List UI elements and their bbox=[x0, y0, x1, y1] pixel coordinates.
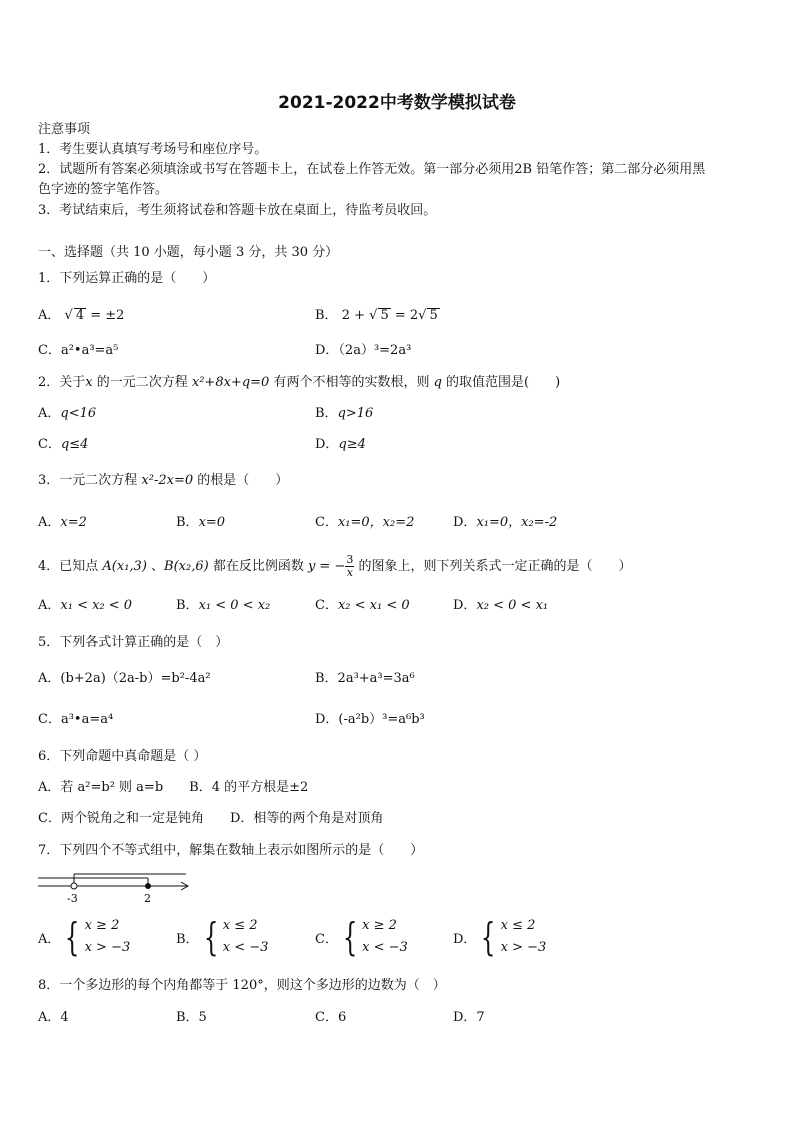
closed-point-icon bbox=[145, 883, 151, 889]
option-label: C． bbox=[315, 515, 338, 530]
stem-text: 的取值范围是( ) bbox=[446, 375, 561, 390]
inequality: x < −3 bbox=[222, 940, 269, 955]
question-4-stem bbox=[38, 554, 632, 579]
q5-option-b: B．2a³+a³=3a⁶ bbox=[315, 671, 415, 686]
notice-item-1: 1．考生要认真填写考场号和座位序号。 bbox=[38, 142, 268, 157]
brace-icon: { bbox=[481, 915, 496, 959]
option-label: B． bbox=[315, 406, 338, 421]
brace-icon: { bbox=[342, 915, 358, 959]
option-label: A． bbox=[38, 598, 61, 613]
radicand: 4 bbox=[75, 308, 85, 323]
sqrt-symbol: √ bbox=[418, 308, 427, 323]
notice-item-2-cont: 色字迹的签字笔作答。 bbox=[38, 182, 169, 197]
option-label: A． bbox=[38, 308, 61, 323]
question-1-stem: 1．下列运算正确的是（ ） bbox=[38, 271, 216, 286]
option-expression: q≥4 bbox=[338, 437, 366, 452]
q5-option-a: A．(b+2a)（2a-b）=b²-4a² bbox=[38, 671, 211, 686]
axis-label-left: -3 bbox=[67, 892, 78, 905]
equation: x²-2x=0 bbox=[141, 473, 194, 488]
function-lhs: y = − bbox=[307, 559, 346, 574]
brace-icon: { bbox=[203, 915, 218, 959]
question-8-stem: 8．一个多边形的每个内角都等于 120°，则这个多边形的边数为（ ） bbox=[38, 978, 446, 993]
axis-label-right: 2 bbox=[144, 892, 151, 905]
stem-text: 4．已知点 bbox=[38, 559, 103, 574]
option-label: A． bbox=[38, 931, 61, 947]
stem-text: 2．关于 bbox=[38, 375, 86, 390]
option-label: C． bbox=[38, 437, 61, 452]
option-expression: x=0 bbox=[198, 515, 226, 530]
section-heading: 一、选择题（共 10 小题，每小题 3 分，共 30 分） bbox=[38, 245, 339, 260]
option-label: D． bbox=[453, 515, 477, 530]
sqrt-symbol: √ bbox=[369, 308, 378, 323]
q8-option-b: B．5 bbox=[176, 1010, 207, 1025]
brace-icon: { bbox=[65, 915, 80, 959]
q4-option-d bbox=[453, 597, 548, 615]
option-expression: x₁=0，x₂=2 bbox=[337, 515, 415, 530]
q8-option-d: D．7 bbox=[453, 1010, 485, 1025]
option-expression: x₁=0，x₂=-2 bbox=[476, 515, 558, 530]
fraction bbox=[345, 554, 354, 579]
option-label: D． bbox=[453, 931, 477, 947]
stem-text: 的一元二次方程 bbox=[92, 375, 192, 390]
sqrt-symbol: √ bbox=[64, 308, 73, 323]
open-point-icon bbox=[71, 883, 77, 889]
option-expression: = ±2 bbox=[86, 308, 125, 323]
inequality: x > −3 bbox=[84, 940, 131, 955]
option-expression: x₁ < x₂ < 0 bbox=[60, 598, 133, 613]
q6-options-ab: A．若 a²=b² 则 a=b B．4 的平方根是±2 bbox=[38, 780, 309, 795]
notice-heading: 注意事项 bbox=[38, 122, 91, 137]
q8-option-a: A．4 bbox=[38, 1010, 69, 1025]
inequality: x < −3 bbox=[362, 940, 408, 955]
option-label: C． bbox=[315, 598, 338, 613]
stem-text: 、 bbox=[146, 559, 165, 574]
notice-item-3: 3．考试结束后，考生须将试卷和答题卡放在桌面上，待监考员收回。 bbox=[38, 203, 437, 218]
option-expression: q>16 bbox=[337, 406, 374, 421]
notice-item-2: 2．试题所有答案必须填涂或书写在答题卡上，在试卷上作答无效。第一部分必须用2B 铅笔作答；第二部分必须用黑 bbox=[38, 162, 706, 177]
q1-option-c: C．a²•a³=a⁵ bbox=[38, 343, 119, 358]
radicand: 5 bbox=[429, 308, 438, 323]
q1-option-b bbox=[315, 307, 440, 325]
option-expression: 2 + bbox=[341, 308, 370, 323]
option-expression: x₂ < 0 < x₁ bbox=[476, 598, 549, 613]
fraction-denominator: x bbox=[346, 566, 353, 579]
equation: x²+8x+q=0 bbox=[191, 375, 270, 390]
inequality-system bbox=[223, 915, 269, 959]
q7-option-b bbox=[176, 915, 268, 959]
stem-text: 都在反比例函数 bbox=[208, 559, 308, 574]
q4-option-c bbox=[315, 597, 410, 615]
option-label: B． bbox=[176, 931, 199, 947]
q3-option-a bbox=[38, 514, 87, 532]
option-expression: q<16 bbox=[60, 406, 97, 421]
inequality: x ≥ 2 bbox=[362, 918, 397, 933]
q1-option-a bbox=[38, 307, 124, 325]
q1-option-d: D．（2a）³=2a³ bbox=[315, 343, 412, 358]
q3-option-b bbox=[176, 514, 225, 532]
q8-option-c: C．6 bbox=[315, 1010, 347, 1025]
q7-option-d bbox=[453, 915, 546, 959]
point-a: A(x₁,3) bbox=[102, 559, 147, 574]
q6-options-cd: C．两个锐角之和一定是钝角 D．相等的两个角是对顶角 bbox=[38, 811, 384, 826]
inequality: x ≥ 2 bbox=[84, 918, 120, 933]
q3-option-c bbox=[315, 514, 414, 532]
q7-option-c bbox=[315, 915, 408, 959]
stem-text: 有两个不相等的实数根，则 bbox=[269, 375, 430, 390]
number-line-figure bbox=[36, 872, 196, 906]
option-label: D． bbox=[315, 437, 339, 452]
q2-option-b bbox=[315, 405, 373, 423]
option-expression: q≤4 bbox=[60, 437, 89, 452]
q2-option-c bbox=[38, 436, 88, 454]
inequality-system bbox=[85, 915, 131, 959]
radicand: 5 bbox=[380, 308, 389, 323]
q3-option-d bbox=[453, 514, 557, 532]
question-5-stem: 5．下列各式计算正确的是（ ） bbox=[38, 635, 229, 650]
inequality: x > −3 bbox=[500, 940, 547, 955]
stem-text: 的图象上，则下列关系式一定正确的是（ ） bbox=[354, 559, 632, 574]
option-expression: x₂ < x₁ < 0 bbox=[337, 598, 410, 613]
option-label: D． bbox=[453, 598, 477, 613]
option-label: A． bbox=[38, 406, 61, 421]
stem-text: 3．一元二次方程 bbox=[38, 473, 142, 488]
question-3-stem bbox=[38, 472, 288, 490]
q5-option-d: D．(-a²b）³=a⁶b³ bbox=[315, 712, 425, 727]
option-label: A． bbox=[38, 515, 61, 530]
inequality: x ≤ 2 bbox=[222, 918, 258, 933]
q2-option-d bbox=[315, 436, 366, 454]
fraction-numerator: 3 bbox=[346, 553, 354, 566]
question-7-stem: 7．下列四个不等式组中，解集在数轴上表示如图所示的是（ ） bbox=[38, 843, 424, 858]
option-label: B． bbox=[315, 308, 338, 323]
option-label: B． bbox=[176, 598, 199, 613]
inequality-system bbox=[501, 915, 547, 959]
option-expression: x=2 bbox=[60, 515, 87, 530]
q5-option-c: C．a³•a=a⁴ bbox=[38, 712, 114, 727]
variable: q bbox=[429, 375, 447, 390]
option-expression: x₁ < 0 < x₂ bbox=[198, 598, 271, 613]
question-6-stem: 6．下列命题中真命题是（ ） bbox=[38, 749, 207, 764]
option-label: B． bbox=[176, 515, 199, 530]
q4-option-b bbox=[176, 597, 270, 615]
q2-option-a bbox=[38, 405, 96, 423]
inequality-system bbox=[362, 915, 408, 959]
point-b: B(x₂,6) bbox=[164, 559, 209, 574]
stem-text: 的根是（ ） bbox=[193, 473, 289, 488]
q7-option-a bbox=[38, 915, 130, 959]
option-expression: = 2 bbox=[390, 308, 419, 323]
option-label: C． bbox=[315, 931, 338, 947]
question-2-stem bbox=[38, 374, 560, 392]
q4-option-a bbox=[38, 597, 132, 615]
page-title: 2021-2022中考数学模拟试卷 bbox=[278, 93, 516, 113]
inequality: x ≤ 2 bbox=[500, 918, 536, 933]
variable: x bbox=[85, 375, 93, 390]
